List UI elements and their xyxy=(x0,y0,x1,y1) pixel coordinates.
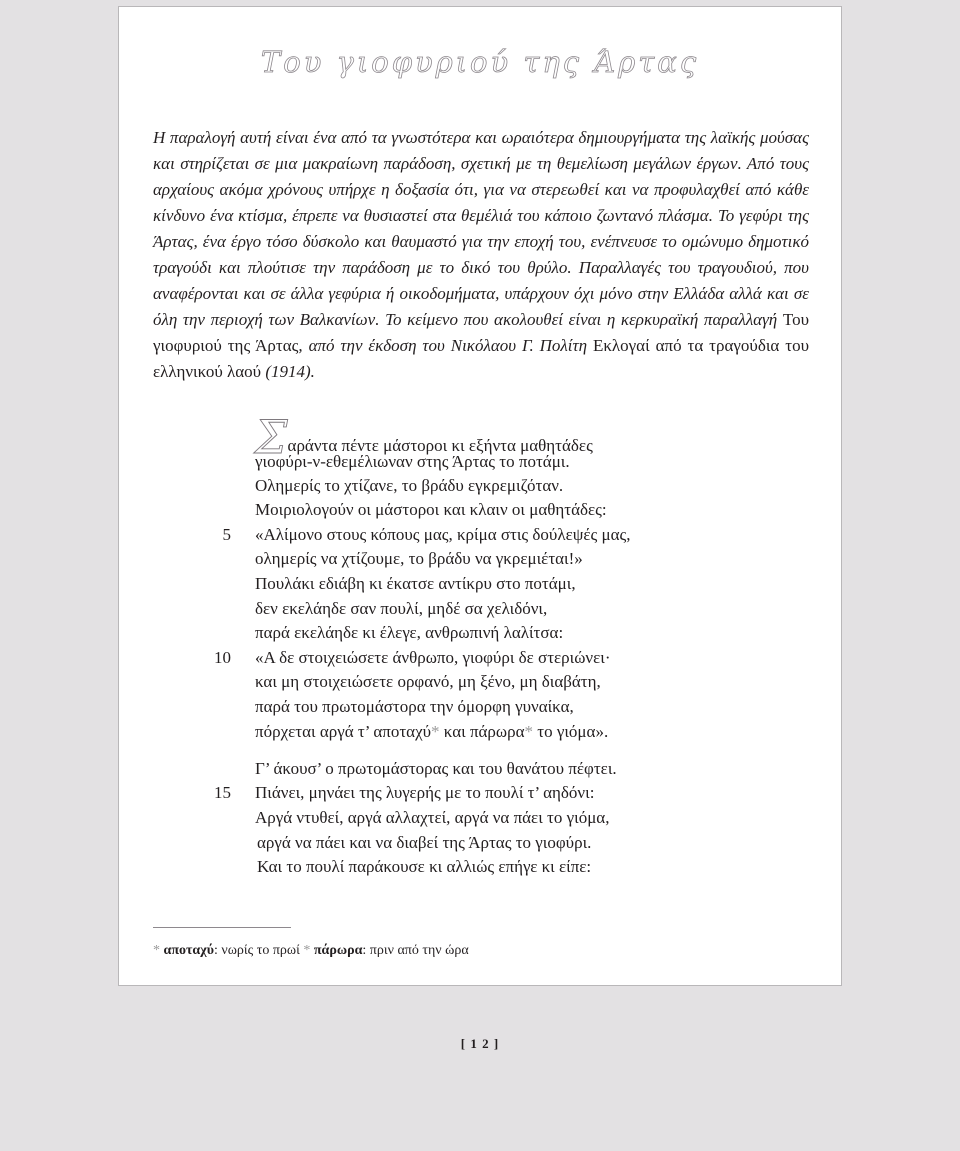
intro-source-text: , από την έκδοση του Νικόλαου Γ. Πολίτη xyxy=(298,336,593,355)
page-title: Του γιοφυριού της Άρτας xyxy=(260,45,700,79)
footnote-definition-1: : νωρίς το πρωί xyxy=(213,943,304,958)
poem-line-15: Πιάνει, μηνάει της λυγερής με το πουλί τ’ αηδόνι: xyxy=(255,783,595,802)
intro-text: Η παραλογή αυτή είναι ένα από τα γνωστότερα και ωραιότερα δημιουργήματα της λαϊκής μούσας και στηρίζεται σε μια μακραίωνη παράδοση, σχετική με τη θεμελίωση μεγάλων έργων. Από τους αρχαίους ακόμα χρόνους υπήρχε η δοξασία ότι, για να στερεωθεί και να προφυλαχθεί από κάθε κίνδυνο ένα κτίσμα, έπρεπε να θυσιαστεί στα θεμέλιά του κάποιο ζωντανό πλάσμα. Το γεφύρι της Άρτας, ένα έργο τόσο δύσκολο και θαυμαστό για την εποχή του, ενέπνευσε το ομώνυμο δημοτικό τραγούδι και πλούτισε την παράδοση με το δικό του θρύλο. Παραλλαγές του τραγουδιού, που αναφέρονται και σε άλλα γεφύρια ή οικοδομήματα, υπάρχουν όχι μόνο στην Ελλάδα αλλά και σε όλη την περιοχή των Βαλκανίων. Το κείμενο που ακολουθεί είναι η κερκυραϊκή παραλλαγή xyxy=(153,128,809,329)
footnote-term-1: αποταχύ xyxy=(163,943,214,958)
poem-line-4: Μοιριολογούν οι μάστοροι και κλαιν οι μαθητάδες: xyxy=(255,500,607,519)
page-number: [ 1 2 ] xyxy=(460,1036,500,1051)
poem-line-2: γιοφύρι-ν-εθεμέλιωναν στης Άρτας το ποτάμι. xyxy=(255,452,570,471)
poem-line-13-text-b: και πάρωρα xyxy=(439,722,525,741)
intro-book-title: Εκλογαί από τα τραγούδια του ελληνικού λαού xyxy=(153,336,809,381)
footnote-divider xyxy=(153,927,291,928)
line-number-15: 15 xyxy=(214,783,231,802)
asterisk-marker: * xyxy=(524,722,533,741)
poem-line-5: «Αλίμονο στους κόπους μας, κρίμα στις δούλεψές μας, xyxy=(255,525,631,544)
poem-line-17: αργά να πάει και να διαβεί της Άρτας το γιοφύρι. xyxy=(257,833,592,852)
poem-line-10: «Α δε στοιχειώσετε άνθρωπο, γιοφύρι δε στεριώνει· xyxy=(255,648,611,667)
intro-poem-title: Του γιοφυριού της Άρτας xyxy=(153,310,809,355)
poem-line-13-text-c: το γιόμα». xyxy=(533,722,609,741)
poem-line-3: Ολημερίς το χτίζανε, το βράδυ εγκρεμιζόταν. xyxy=(255,476,564,495)
line-number-5: 5 xyxy=(222,525,231,544)
poem-line-8: δεν εκελάηδε σαν πουλί, μηδέ σα χελιδόνι, xyxy=(255,599,548,618)
asterisk-marker: * xyxy=(303,943,311,958)
poem-line-13 xyxy=(255,720,608,744)
footnote-term-2: πάρωρα xyxy=(313,943,363,958)
poem-line-6: ολημερίς να χτίζουμε, το βράδυ να γκρεμιέται!» xyxy=(255,549,583,568)
poem-line-16: Αργά ντυθεί, αργά αλλαχτεί, αργά να πάει το γιόμα, xyxy=(255,808,610,827)
footnote-definition-2: : πριν από την ώρα xyxy=(362,943,469,958)
asterisk-marker: * xyxy=(153,943,160,958)
poem-line-11: και μη στοιχειώσετε ορφανό, μη ξένο, μη διαβάτη, xyxy=(255,672,601,691)
poem-line-18: Και το πουλί παράκουσε κι αλλιώς επήγε κι είπε: xyxy=(257,857,592,876)
poem-line-12: παρά του πρωτομάστορα την όμορφη γυναίκα, xyxy=(255,697,574,716)
poem-line-13-text-a: πόρχεται αργά τ’ αποταχύ xyxy=(255,722,432,741)
footnote xyxy=(153,941,469,961)
poem-line-7: Πουλάκι εδιάβη κι έκατσε αντίκρυ στο ποτάμι, xyxy=(255,574,576,593)
intro-year: (1914). xyxy=(261,362,315,381)
poem xyxy=(119,7,843,907)
asterisk-marker: * xyxy=(431,722,440,741)
poem-line-9: παρά εκελάηδε κι έλεγε, ανθρωπινή λαλίτσα: xyxy=(255,623,564,642)
poem-line-14: Γ’ άκουσ’ ο πρωτομάστορας και του θανάτου πέφτει. xyxy=(255,759,617,778)
page-sheet xyxy=(118,6,842,986)
poem-dropcap: Σ xyxy=(255,410,288,464)
poem-line-1-text: αράντα πέντε μάστοροι κι εξήντα μαθητάδες xyxy=(287,436,593,455)
line-number-10: 10 xyxy=(214,648,231,667)
